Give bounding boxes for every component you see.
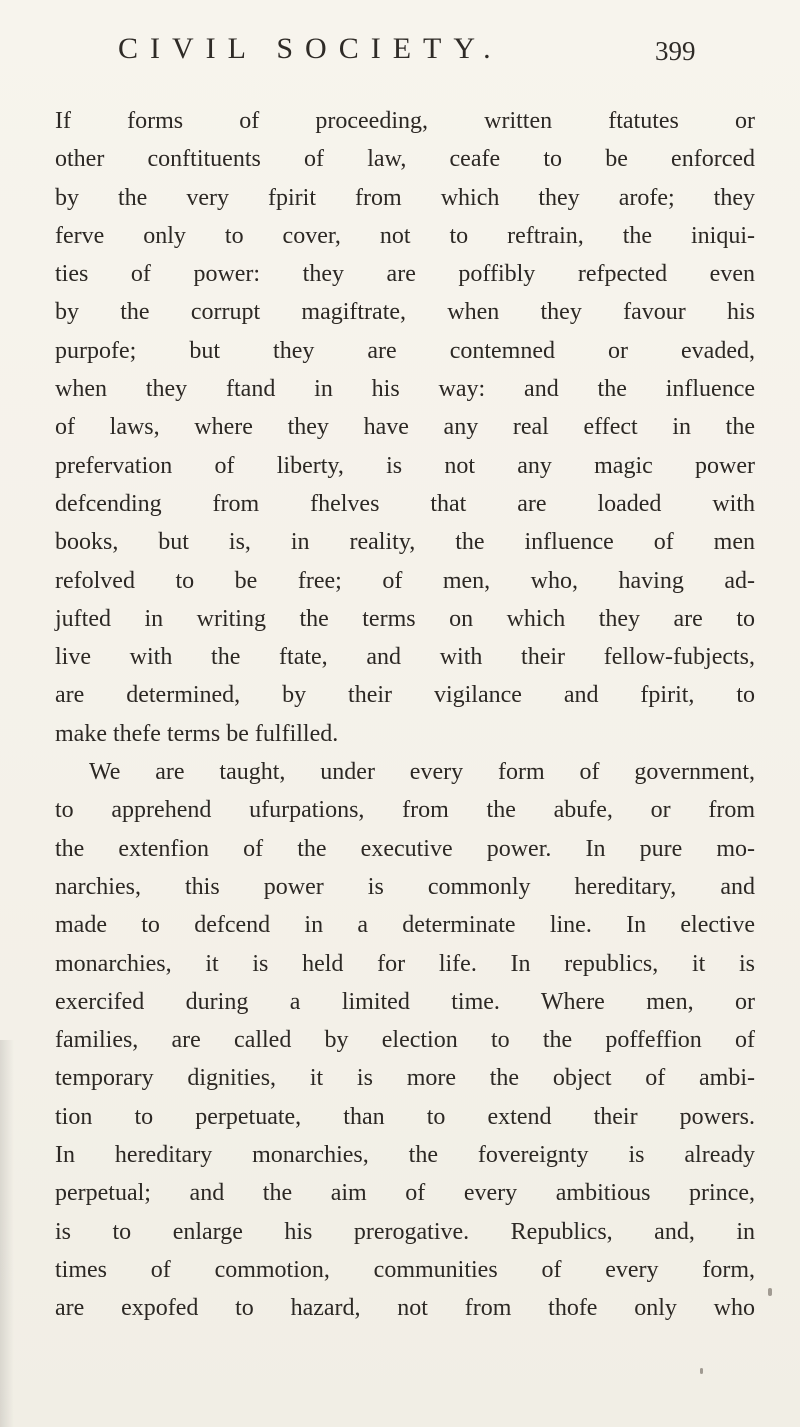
text-line: live with the ftate, and with their fellow-fubjects,: [55, 644, 755, 671]
page-number: 399: [655, 36, 696, 66]
text-line: If forms of proceeding, written ftatutes or: [55, 108, 755, 134]
text-line: are determined, by their vigilance and fpirit, to: [55, 682, 755, 709]
text-line: are expofed to hazard, not from thofe only who: [55, 1295, 755, 1322]
text-line: books, but is, in reality, the influence of men: [55, 529, 755, 556]
text-line: defcending from fhelves that are loaded with: [55, 490, 755, 517]
text-line: times of commotion, communities of every form,: [55, 1256, 755, 1283]
text-line: made to defcend in a determinate line. In elective: [55, 912, 755, 939]
text-line: families, are called by election to the poffeffion of: [55, 1027, 755, 1054]
text-line-paragraph-end: make thefe terms be fulfilled.: [55, 720, 339, 747]
text-line: jufted in writing the terms on which they are to: [55, 605, 755, 632]
text-line: by the corrupt magiftrate, when they favour his: [55, 299, 755, 326]
text-line-paragraph-start: We are taught, under every form of government,: [89, 759, 755, 786]
text-line: by the very fpirit from which they arofe; they: [55, 184, 755, 211]
text-line: the extenfion of the executive power. In pure mo-: [55, 835, 755, 862]
text-line: other conftituents of law, ceafe to be enforced: [55, 146, 755, 173]
text-line: to apprehend ufurpations, from the abufe, or from: [55, 797, 755, 824]
text-line: narchies, this power is commonly hereditary, and: [55, 873, 755, 900]
text-line: exercifed during a limited time. Where men, or: [55, 988, 755, 1015]
text-line: monarchies, it is held for life. In republics, it is: [55, 950, 755, 977]
text-line: perpetual; and the aim of every ambitious prince,: [55, 1180, 755, 1207]
body-text: [55, 102, 755, 1328]
text-line: purpofe; but they are contemned or evaded,: [55, 337, 755, 364]
text-line: tion to perpetuate, than to extend their powers.: [55, 1103, 755, 1130]
text-line: when they ftand in his way: and the influence: [55, 376, 755, 403]
ink-speck: [700, 1368, 703, 1374]
text-line: refolved to be free; of men, who, having ad-: [55, 567, 755, 594]
text-line: is to enlarge his prerogative. Republics, and, in: [55, 1218, 755, 1245]
text-line: In hereditary monarchies, the fovereignty is already: [55, 1142, 755, 1169]
text-line: of laws, where they have any real effect in the: [55, 414, 755, 441]
text-line: ferve only to cover, not to reftrain, the iniqui-: [55, 222, 755, 249]
text-line: temporary dignities, it is more the object of ambi-: [55, 1065, 755, 1092]
ink-speck: [768, 1288, 772, 1296]
text-line: prefervation of liberty, is not any magic power: [55, 452, 755, 479]
text-line: ties of power: they are poffibly refpected even: [55, 261, 755, 288]
binding-shadow: [0, 1040, 14, 1427]
running-head-title: CIVIL SOCIETY.: [118, 32, 503, 65]
